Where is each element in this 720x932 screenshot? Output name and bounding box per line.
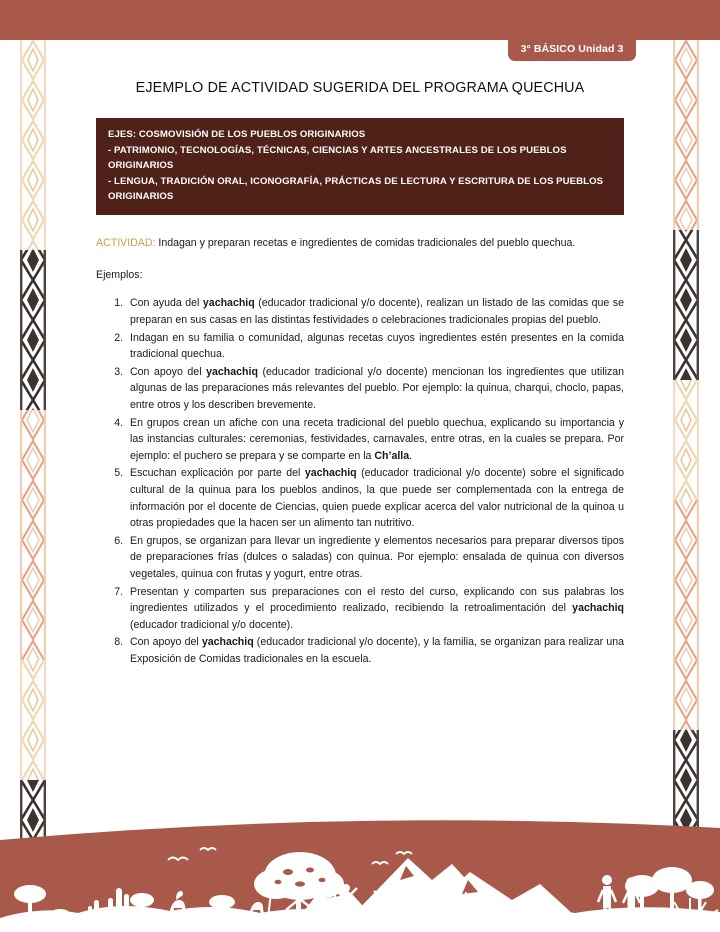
ejes-line: EJES: COSMOVISIÓN DE LOS PUEBLOS ORIGINARIOS [108, 129, 366, 140]
footer-illustration [0, 814, 720, 932]
step-text: (educador tradicional y/o docente), y la familia, se organizan para realizar una Exposición de Comidas tradicionales en la escuela. [130, 636, 624, 665]
step-text: . [409, 449, 413, 462]
activity-label: ACTIVIDAD: [96, 236, 156, 249]
step-text: (educador tradicional y/o docente) mencionan los ingredientes que utilizan algunas de las preparaciones más relevantes del pueblo. Por ejemplo: la quinua, charqui, choclo, papas, entre otros y los describen brevemente. [130, 365, 625, 412]
steps-list [96, 295, 624, 667]
ejes-line: - LENGUA, TRADICIÓN ORAL, ICONOGRAFÍA, PRÁCTICAS DE LECTURA Y ESCRITURA DE LOS PUEBLOS ORIGINARIOS [108, 175, 604, 203]
page-title: EJEMPLO DE ACTIVIDAD SUGERIDA DEL PROGRAMA QUECHUA [135, 80, 585, 96]
step-item [126, 415, 624, 465]
step-item [126, 634, 624, 667]
step-item [126, 584, 624, 634]
step-text: Con apoyo del [130, 636, 202, 649]
step-item [126, 465, 624, 531]
step-term-emphasis: yachachiq [572, 602, 624, 615]
step-term-emphasis: yachachiq [201, 636, 254, 649]
step-item [126, 364, 624, 414]
step-term-emphasis: yachachiq [304, 467, 357, 480]
step-text: En grupos crean un afiche con una receta tradicional del pueblo quechua, explicando su importancia y las instancias culturales: ceremonias, festividades, carnavales, entre otras, en la cuales se prepara. Por ejemplo: el puchero se prepara y se comparte en la [130, 416, 624, 462]
step-text: (educador tradicional y/o docente) sobre el significado cultural de la quinua para los pueblos andinos, la que puede ser complementada con la entrega de información por el docente de Ciencias, quien puede explicar acerca del valor nutricional de la quinoa u otras propiedades que la hacen ser un alimento tan nutritivo. [130, 467, 624, 530]
step-text: Escuchan explicación por parte del [130, 467, 305, 480]
step-text: En grupos, se organizan para llevar un ingrediente y elementos necesarios para preparar diversos tipos de preparaciones frías (dulces o saladas) con quinua. Por ejemplo: ensalada de quinua con diversos vegetales, quinua con frutas y yogurt, entre otras. [130, 534, 624, 580]
step-text: Indagan en su familia o comunidad, algunas recetas cuyos ingredientes estén presentes en la comida tradicional quechua. [130, 331, 624, 361]
step-text: Presentan y comparten sus preparaciones con el resto del curso, explicando con sus palabras los ingredientes utilizados y el procedimiento realizado, recibiendo la retroalimentación del [130, 585, 624, 615]
activity-paragraph [96, 235, 624, 252]
top-banner [0, 0, 720, 40]
document-page [0, 40, 720, 669]
step-text: Con ayuda del [130, 297, 203, 310]
unit-badge: 3° BÁSICO Unidad 3 [508, 38, 636, 61]
step-text: (educador tradicional y/o docente). [130, 618, 294, 631]
ejes-header-block [96, 118, 624, 215]
step-text: Con apoyo del [130, 365, 207, 378]
activity-text: Indagan y preparan recetas e ingredientes de comidas tradicionales del pueblo quechua. [155, 236, 576, 249]
step-item [126, 295, 624, 328]
step-term-emphasis: yachachiq [202, 297, 255, 310]
step-item [126, 533, 624, 583]
step-term-emphasis: Ch’alla [374, 449, 410, 462]
step-item [126, 330, 624, 363]
ejes-line: - PATRIMONIO, TECNOLOGÍAS, TÉCNICAS, CIENCIAS Y ARTES ANCESTRALES DE LOS PUEBLOS ORIGINARIOS [108, 144, 567, 172]
step-term-emphasis: yachachiq [206, 365, 258, 378]
examples-label: Ejemplos: [96, 269, 143, 282]
step-text: (educador tradicional y/o docente), realizan un listado de las comidas que se preparan en sus casas en las distintas festividades o celebraciones tradicionales propias del pueblo. [130, 297, 625, 327]
